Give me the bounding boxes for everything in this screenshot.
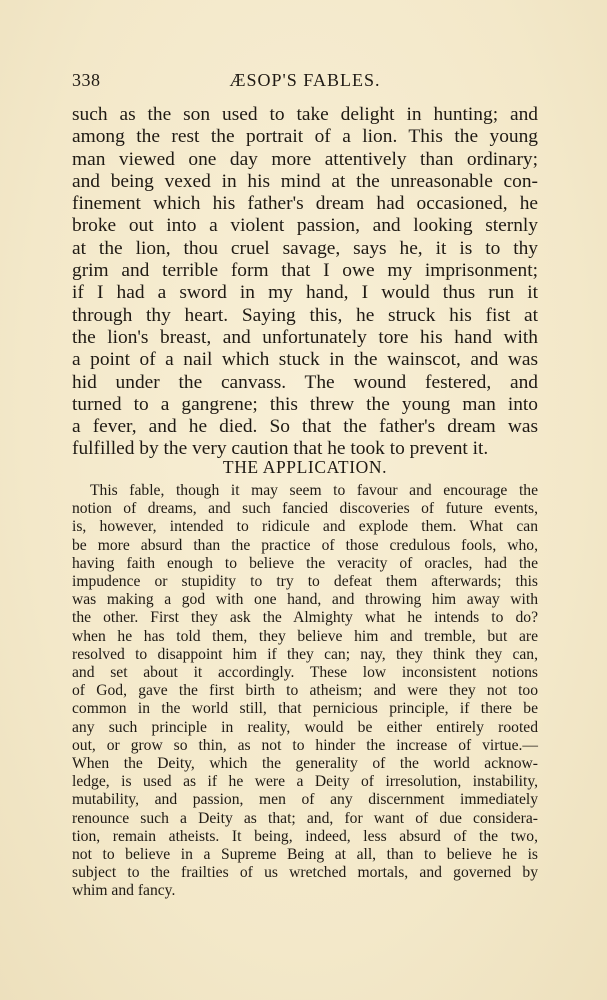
fable-line: turned to a gangrene; this threw the young man into xyxy=(72,393,538,415)
application-line: is, however, intended to ridicule and explode them. What can xyxy=(72,518,538,536)
fable-line: and being vexed in his mind at the unreasonable con- xyxy=(72,170,538,192)
application-line: having faith enough to believe the veracity of oracles, had the xyxy=(72,554,538,572)
fable-line: through thy heart. Saying this, he struck his fist at xyxy=(72,304,538,326)
application-text xyxy=(72,482,538,901)
application-line: When the Deity, which the generality of the world acknow- xyxy=(72,755,538,773)
application-line: ledge, is used as if he were a Deity of irresolution, instability, xyxy=(72,773,538,791)
application-line: not to believe in a Supreme Being at all, than to believe he is xyxy=(72,846,538,864)
application-line: and set about it accordingly. These low inconsistent notions xyxy=(72,664,538,682)
fable-line: hid under the canvass. The wound festered, and xyxy=(72,371,538,393)
application-line: renounce such a Deity as that; and, for want of due considera- xyxy=(72,809,538,827)
application-line: out, or grow so thin, as not to hinder the increase of virtue.— xyxy=(72,736,538,754)
application-line: was making a god with one hand, and throwing him away with xyxy=(72,591,538,609)
application-line: notion of dreams, and such fancied discoveries of future events, xyxy=(72,500,538,518)
fable-line: among the rest the portrait of a lion. This the young xyxy=(72,126,538,148)
application-line: the other. First they ask the Almighty what he intends to do? xyxy=(72,609,538,627)
application-line: whim and fancy. xyxy=(72,882,176,900)
application-line: resolved to disappoint him if they can; nay, they think they can, xyxy=(72,645,538,663)
fable-line: the lion's breast, and unfortunately tore his hand with xyxy=(72,326,538,348)
fable-line: if I had a sword in my hand, I would thus run it xyxy=(72,282,538,304)
application-line: mutability, and passion, men of any discernment immediately xyxy=(72,791,538,809)
fable-line: broke out into a violent passion, and looking sternly xyxy=(72,215,538,237)
fable-line: grim and terrible form that I owe my imprisonment; xyxy=(72,260,538,282)
application-line: common in the world still, that pernicious principle, if there be xyxy=(72,700,538,718)
application-line: This fable, though it may seem to favour and encourage the xyxy=(90,482,538,499)
page-number: 338 xyxy=(72,70,101,90)
fable-line: a fever, and he died. So that the father's dream was xyxy=(72,416,538,438)
application-line: subject to the frailties of us wretched mortals, and governed by xyxy=(72,864,538,882)
fable-line: fulfilled by the very caution that he took to prevent it. xyxy=(72,438,489,460)
fable-text xyxy=(72,104,538,461)
application-heading: THE APPLICATION. xyxy=(222,457,388,477)
application-line: of God, gave the first birth to atheism; and were they not too xyxy=(72,682,538,700)
fable-line: a point of a nail which stuck in the wainscot, and was xyxy=(72,349,538,371)
application-line: any such principle in reality, would be either entirely rooted xyxy=(72,718,538,736)
application-line: tion, remain atheists. It being, indeed, less absurd of the two, xyxy=(72,827,538,845)
application-line: when he has told them, they believe him and tremble, but are xyxy=(72,627,538,645)
fable-line: such as the son used to take delight in hunting; and xyxy=(72,104,538,125)
running-head xyxy=(72,70,538,94)
book-title: ÆSOP'S FABLES. xyxy=(229,70,381,90)
fable-line: finement which his father's dream had occasioned, he xyxy=(72,193,538,215)
application-line: impudence or stupidity to try to defeat them afterwards; this xyxy=(72,573,538,591)
fable-line: at the lion, thou cruel savage, says he, it is to thy xyxy=(72,237,538,259)
application-line: be more absurd than the practice of those credulous fools, who, xyxy=(72,536,538,554)
fable-line: man viewed one day more attentively than ordinary; xyxy=(72,148,538,170)
